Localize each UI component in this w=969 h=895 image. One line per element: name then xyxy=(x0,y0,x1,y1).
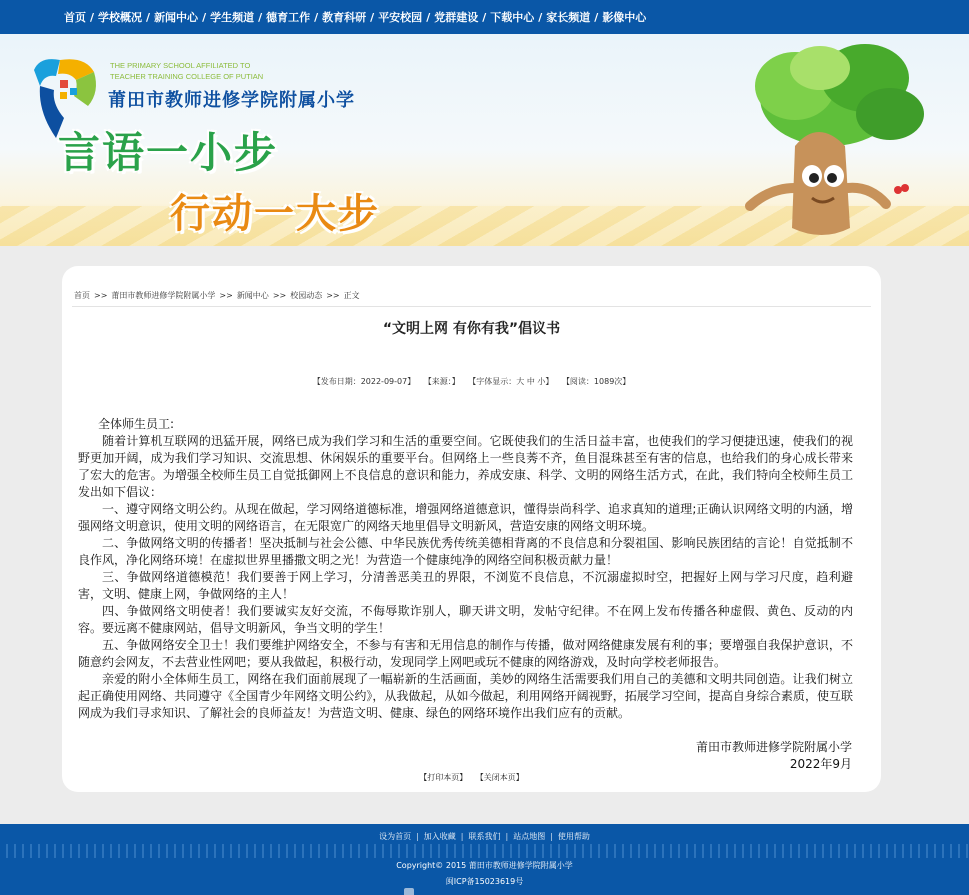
article-source: 【来源：】 xyxy=(423,377,460,386)
slogan-line-1: 言语一小步 xyxy=(58,128,279,177)
article-paragraph: 二、争做网络文明的传播者！坚决抵制与社会公德、中华民族优秀传统美德相背离的不良信息和分裂祖国、影响民族团结的言论！自觉抵制不良作风，净化网络环境！在虚拟世界里播撒文明之光！为营造一个健康纯净的网络空间积极贡献力量！ xyxy=(78,536,853,567)
nav-separator: / xyxy=(426,11,431,24)
nav-separator: / xyxy=(146,11,151,24)
footer-link[interactable]: 加入收藏 xyxy=(423,832,456,841)
nav-list xyxy=(0,0,969,34)
print-page-button[interactable]: 【打印本页】 xyxy=(419,773,468,782)
nav-separator: / xyxy=(538,11,543,24)
nav-separator: / xyxy=(90,11,95,24)
breadcrumb-separator: >> xyxy=(326,291,340,300)
nav-item[interactable] xyxy=(378,9,434,25)
breadcrumb-item[interactable]: 新闻中心 xyxy=(236,291,269,300)
nav-link[interactable]: 首页 xyxy=(64,11,86,24)
nav-separator: / xyxy=(482,11,487,24)
footer-pattern xyxy=(0,844,969,858)
footer-link[interactable]: 设为首页 xyxy=(379,832,412,841)
nav-item[interactable] xyxy=(98,9,154,25)
breadcrumb-separator: >> xyxy=(94,291,108,300)
nav-item[interactable] xyxy=(434,9,490,25)
article-paragraph: 一、遵守网络文明公约。从现在做起，学习网络道德标准，增强网络道德意识，懂得崇尚科学、追求真知的道理;正确认识网络文明的内涵，增强网络文明意识，使用文明的网络语言，在无限宽广的网络天地里倡导文明新风，营造安康的网络文明环境。 xyxy=(78,502,853,533)
article-paragraph: 五、争做网络安全卫士！我们要维护网络安全，不参与有害和无用信息的制作与传播，做对网络健康发展有利的事；要增强自我保护意识，不随意约会网友，不去营业性网吧；要从我做起，积极行动，发现同学上网吧或玩不健康的网络游戏，及时向学校老师报告。 xyxy=(78,638,853,669)
breadcrumb xyxy=(74,290,363,301)
police-badge-icon xyxy=(404,888,414,895)
school-name-chinese: 莆田市教师进修学院附属小学 xyxy=(108,90,355,111)
breadcrumb-separator: >> xyxy=(272,291,287,300)
nav-item[interactable] xyxy=(154,9,210,25)
header-banner xyxy=(0,34,969,246)
nav-link[interactable]: 平安校园 xyxy=(378,11,423,24)
article-title: “文明上网 有你有我”倡议书 xyxy=(382,321,561,337)
signature-date: 2022年9月 xyxy=(789,757,852,771)
footer-link-separator: | xyxy=(460,832,464,841)
breadcrumb-item[interactable]: 首页 xyxy=(74,291,90,300)
nav-separator: / xyxy=(370,11,375,24)
nav-separator: / xyxy=(314,11,319,24)
slogan-line-2: 行动一大步 xyxy=(170,191,380,237)
nav-link[interactable]: 学校概况 xyxy=(98,11,143,24)
page-actions xyxy=(62,772,881,783)
school-name-english: THE PRIMARY SCHOOL AFFILIATED TO TEACHER TRAINING COLLEGE OF PUTIAN xyxy=(110,61,264,81)
view-count: 【阅读：1089次】 xyxy=(561,377,631,386)
nav-item[interactable] xyxy=(490,9,546,25)
nav-link[interactable]: 影像中心 xyxy=(602,11,647,24)
nav-item[interactable] xyxy=(210,9,266,25)
breadcrumb-item: 正文 xyxy=(343,291,360,300)
footer-links xyxy=(0,831,969,842)
footer-link-separator: | xyxy=(505,832,509,841)
footer-link-separator: | xyxy=(416,832,419,841)
publish-date: 【发布日期：2022-09-07】 xyxy=(312,377,416,386)
nav-item[interactable] xyxy=(64,9,98,25)
divider xyxy=(72,306,871,307)
tree-mascot-icon xyxy=(700,38,960,246)
nav-link[interactable]: 党群建设 xyxy=(434,11,479,24)
font-size-switch[interactable]: 【字体显示：大 中 小】 xyxy=(468,377,554,386)
article-signature xyxy=(696,739,852,773)
nav-link[interactable]: 家长频道 xyxy=(546,11,591,24)
breadcrumb-item[interactable]: 校园动态 xyxy=(290,291,323,300)
footer-link-separator: | xyxy=(550,832,553,841)
footer xyxy=(0,824,969,895)
footer-link[interactable]: 站点地图 xyxy=(513,832,546,841)
article-paragraph: 随着计算机互联网的迅猛开展，网络已成为我们学习和生活的重要空间。它既使我们的生活日益丰富，也使我们的学习便捷迅速，使我们的视野更加开阔，成为我们学习知识、交流思想、休闲娱乐的重要平台。但网络上一些良莠不齐，鱼目混珠甚至有害的信息，也给我们的身心成长带来了宏大的危害。为增强全校师生员工自觉抵御网上不良信息的意识和能力，养成安康、科学、文明的网络生活方式，在此，我们特向全校师生员工发出如下倡议： xyxy=(78,434,853,499)
breadcrumb-separator: >> xyxy=(219,291,233,300)
article-paragraph: 四、争做网络文明使者！我们要诚实友好交流，不侮辱欺诈别人，聊天讲文明，发帖守纪律。不在网上发布传播各种虚假、黄色、反动的内容。要远离不健康网站，倡导文明新风，争当文明的学生！ xyxy=(78,604,853,635)
article-card xyxy=(62,266,881,792)
signature-org: 莆田市教师进修学院附属小学 xyxy=(695,740,852,754)
nav-link[interactable]: 新闻中心 xyxy=(154,11,199,24)
nav-item[interactable] xyxy=(546,9,602,25)
footer-link[interactable]: 使用帮助 xyxy=(557,832,590,841)
nav-item[interactable] xyxy=(266,9,322,25)
nav-link[interactable]: 下载中心 xyxy=(490,11,535,24)
nav-link[interactable]: 教育科研 xyxy=(322,11,367,24)
article-paragraph: 三、争做网络道德模范！我们要善于网上学习，分清善恶美丑的界限，不浏览不良信息，不沉溺虚拟时空，把握好上网与学习尺度，趋利避害，文明、健康上网，争做网络的主人！ xyxy=(78,570,853,601)
nav-separator: / xyxy=(594,11,599,24)
breadcrumb-item[interactable]: 莆田市教师进修学院附属小学 xyxy=(111,291,216,300)
nav-separator: / xyxy=(202,11,207,24)
footer-link[interactable]: 联系我们 xyxy=(468,832,501,841)
article-paragraph: 亲爱的附小全体师生员工，网络在我们面前展现了一幅崭新的生活画面，美妙的网络生活需要我们用自己的美德和文明共同创造。让我们树立起正确使用网络、共同遵守《全国青少年网络文明公约》，从我做起，从如今做起，利用网络开阔视野，拓展学习空间，提高自身综合素质，使互联网成为我们寻求知识、了解社会的良师益友！为营造文明、健康、绿色的网络环境作出我们应有的贡献。 xyxy=(78,672,853,720)
article-meta xyxy=(62,376,881,387)
nav-link[interactable]: 德育工作 xyxy=(266,11,311,24)
nav-link[interactable]: 学生频道 xyxy=(210,11,255,24)
top-nav xyxy=(0,0,969,34)
nav-separator: / xyxy=(258,11,263,24)
article-greeting: 全体师生员工: xyxy=(98,417,175,431)
copyright: Copyright© 2015 莆田市教师进修学院附属小学 xyxy=(396,861,573,870)
nav-item[interactable] xyxy=(602,9,646,25)
icp-number: 闽ICP备15023619号 xyxy=(445,877,524,886)
close-page-button[interactable]: 【关闭本页】 xyxy=(475,773,524,782)
article-body xyxy=(78,416,853,722)
nav-item[interactable] xyxy=(322,9,378,25)
